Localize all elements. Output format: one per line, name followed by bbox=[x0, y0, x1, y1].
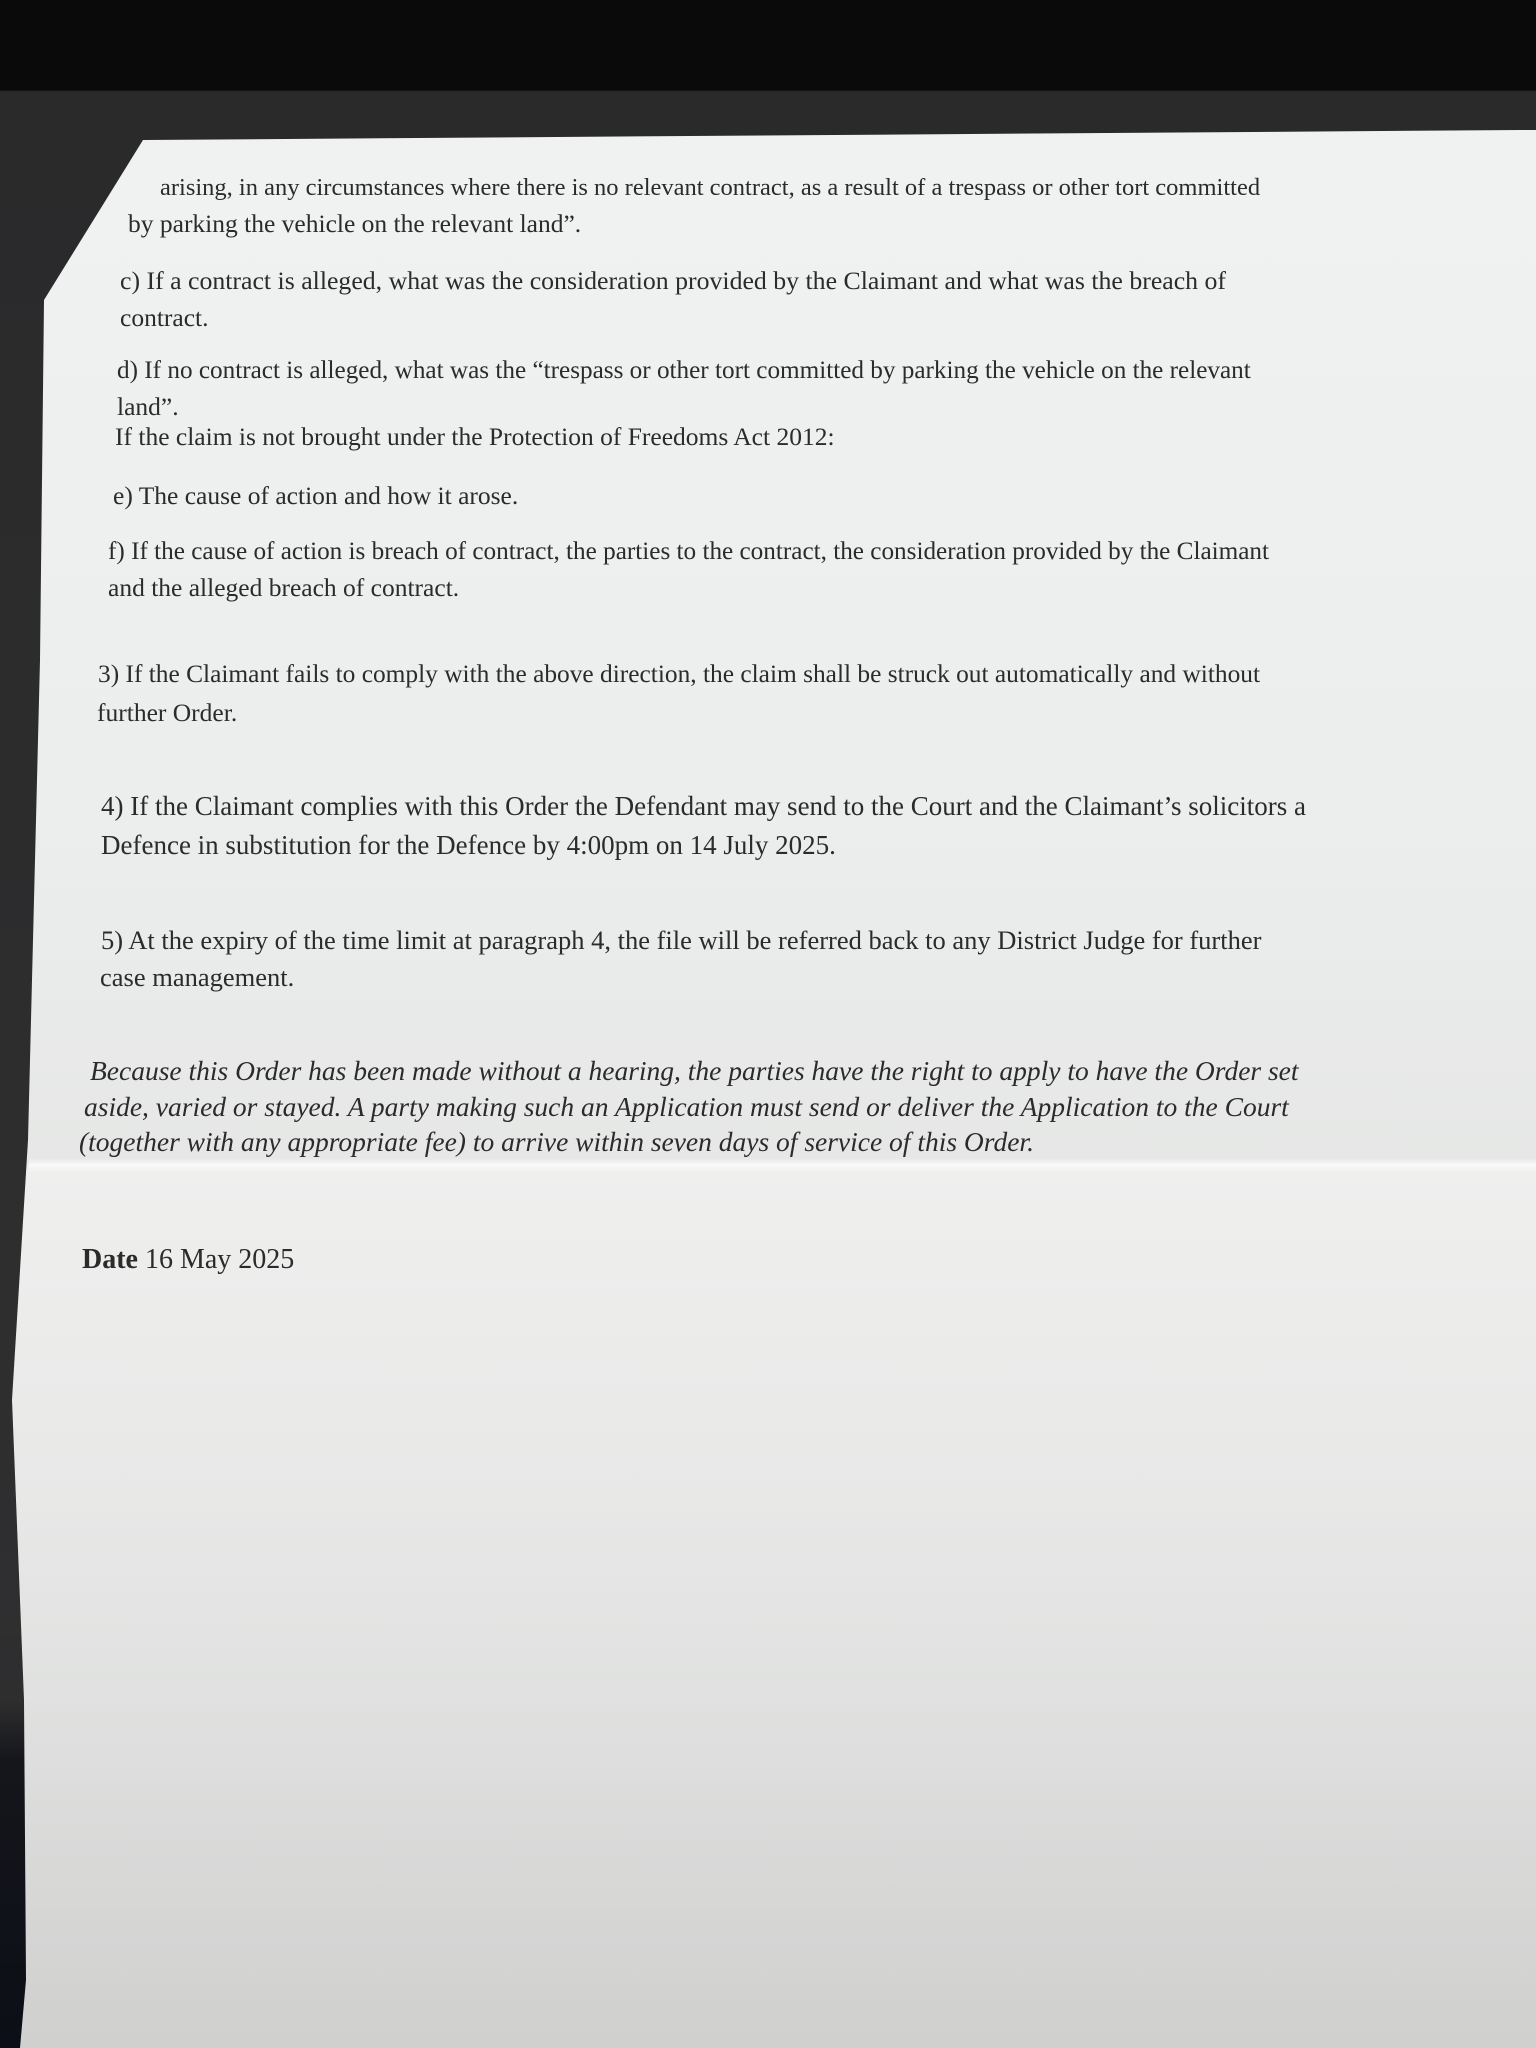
paragraph-2c-line-2: contract. bbox=[120, 303, 209, 332]
date-value: 16 May 2025 bbox=[144, 1244, 295, 1275]
paragraph-2d-line-1: d) If no contract is alleged, what was the “trespass or other tort committed by parking the vehicle on the relevant bbox=[117, 357, 1251, 384]
paragraph-5-line-2: case management. bbox=[100, 962, 295, 992]
paragraph-3-line-2: further Order. bbox=[97, 698, 238, 727]
paragraph-4-line-1: 4) If the Claimant complies with this Order the Defendant may send to the Court and the Claimant’s solicitors a bbox=[101, 791, 1306, 821]
paragraph-5-line-1: 5) At the expiry of the time limit at paragraph 4, the file will be referred back to any District Judge for further bbox=[101, 925, 1262, 955]
notice-line-3: (together with any appropriate fee) to arrive within seven days of service of this Order. bbox=[79, 1126, 1034, 1157]
paragraph-2f-line-2: and the alleged breach of contract. bbox=[108, 573, 460, 602]
paragraph-2d-line-2: land”. bbox=[117, 392, 179, 421]
dark-surface bbox=[0, 0, 1536, 90]
notice-line-2: aside, varied or stayed. A party making such an Application must send or deliver the Application to the Court bbox=[84, 1091, 1289, 1122]
date-label: Date bbox=[82, 1244, 138, 1275]
paragraph-2c-line-1: c) If a contract is alleged, what was the consideration provided by the Claimant and what was the breach of bbox=[120, 266, 1227, 295]
paragraph-3-line-1: 3) If the Claimant fails to comply with the above direction, the claim shall be struck out automatically and without bbox=[98, 660, 1261, 688]
order-date bbox=[82, 1242, 294, 1277]
paper-fold-crease bbox=[0, 1158, 1536, 1172]
paragraph-2b-line-1: arising, in any circumstances where there is no relevant contract, as a result of a trespass or other tort committed bbox=[160, 174, 1261, 201]
paragraph-4-line-2: Defence in substitution for the Defence by 4:00pm on 14 July 2025. bbox=[101, 830, 836, 860]
paragraph-2f-line-1: f) If the cause of action is breach of contract, the parties to the contract, the consideration provided by the Claimant bbox=[108, 538, 1269, 565]
paragraph-2e: e) The cause of action and how it arose. bbox=[113, 481, 519, 510]
paragraph-2b-line-2: by parking the vehicle on the relevant land”. bbox=[128, 209, 582, 238]
heading-not-pofa: If the claim is not brought under the Protection of Freedoms Act 2012: bbox=[115, 422, 835, 451]
notice-line-1: Because this Order has been made without a hearing, the parties have the right to apply to have the Order set bbox=[90, 1055, 1299, 1086]
